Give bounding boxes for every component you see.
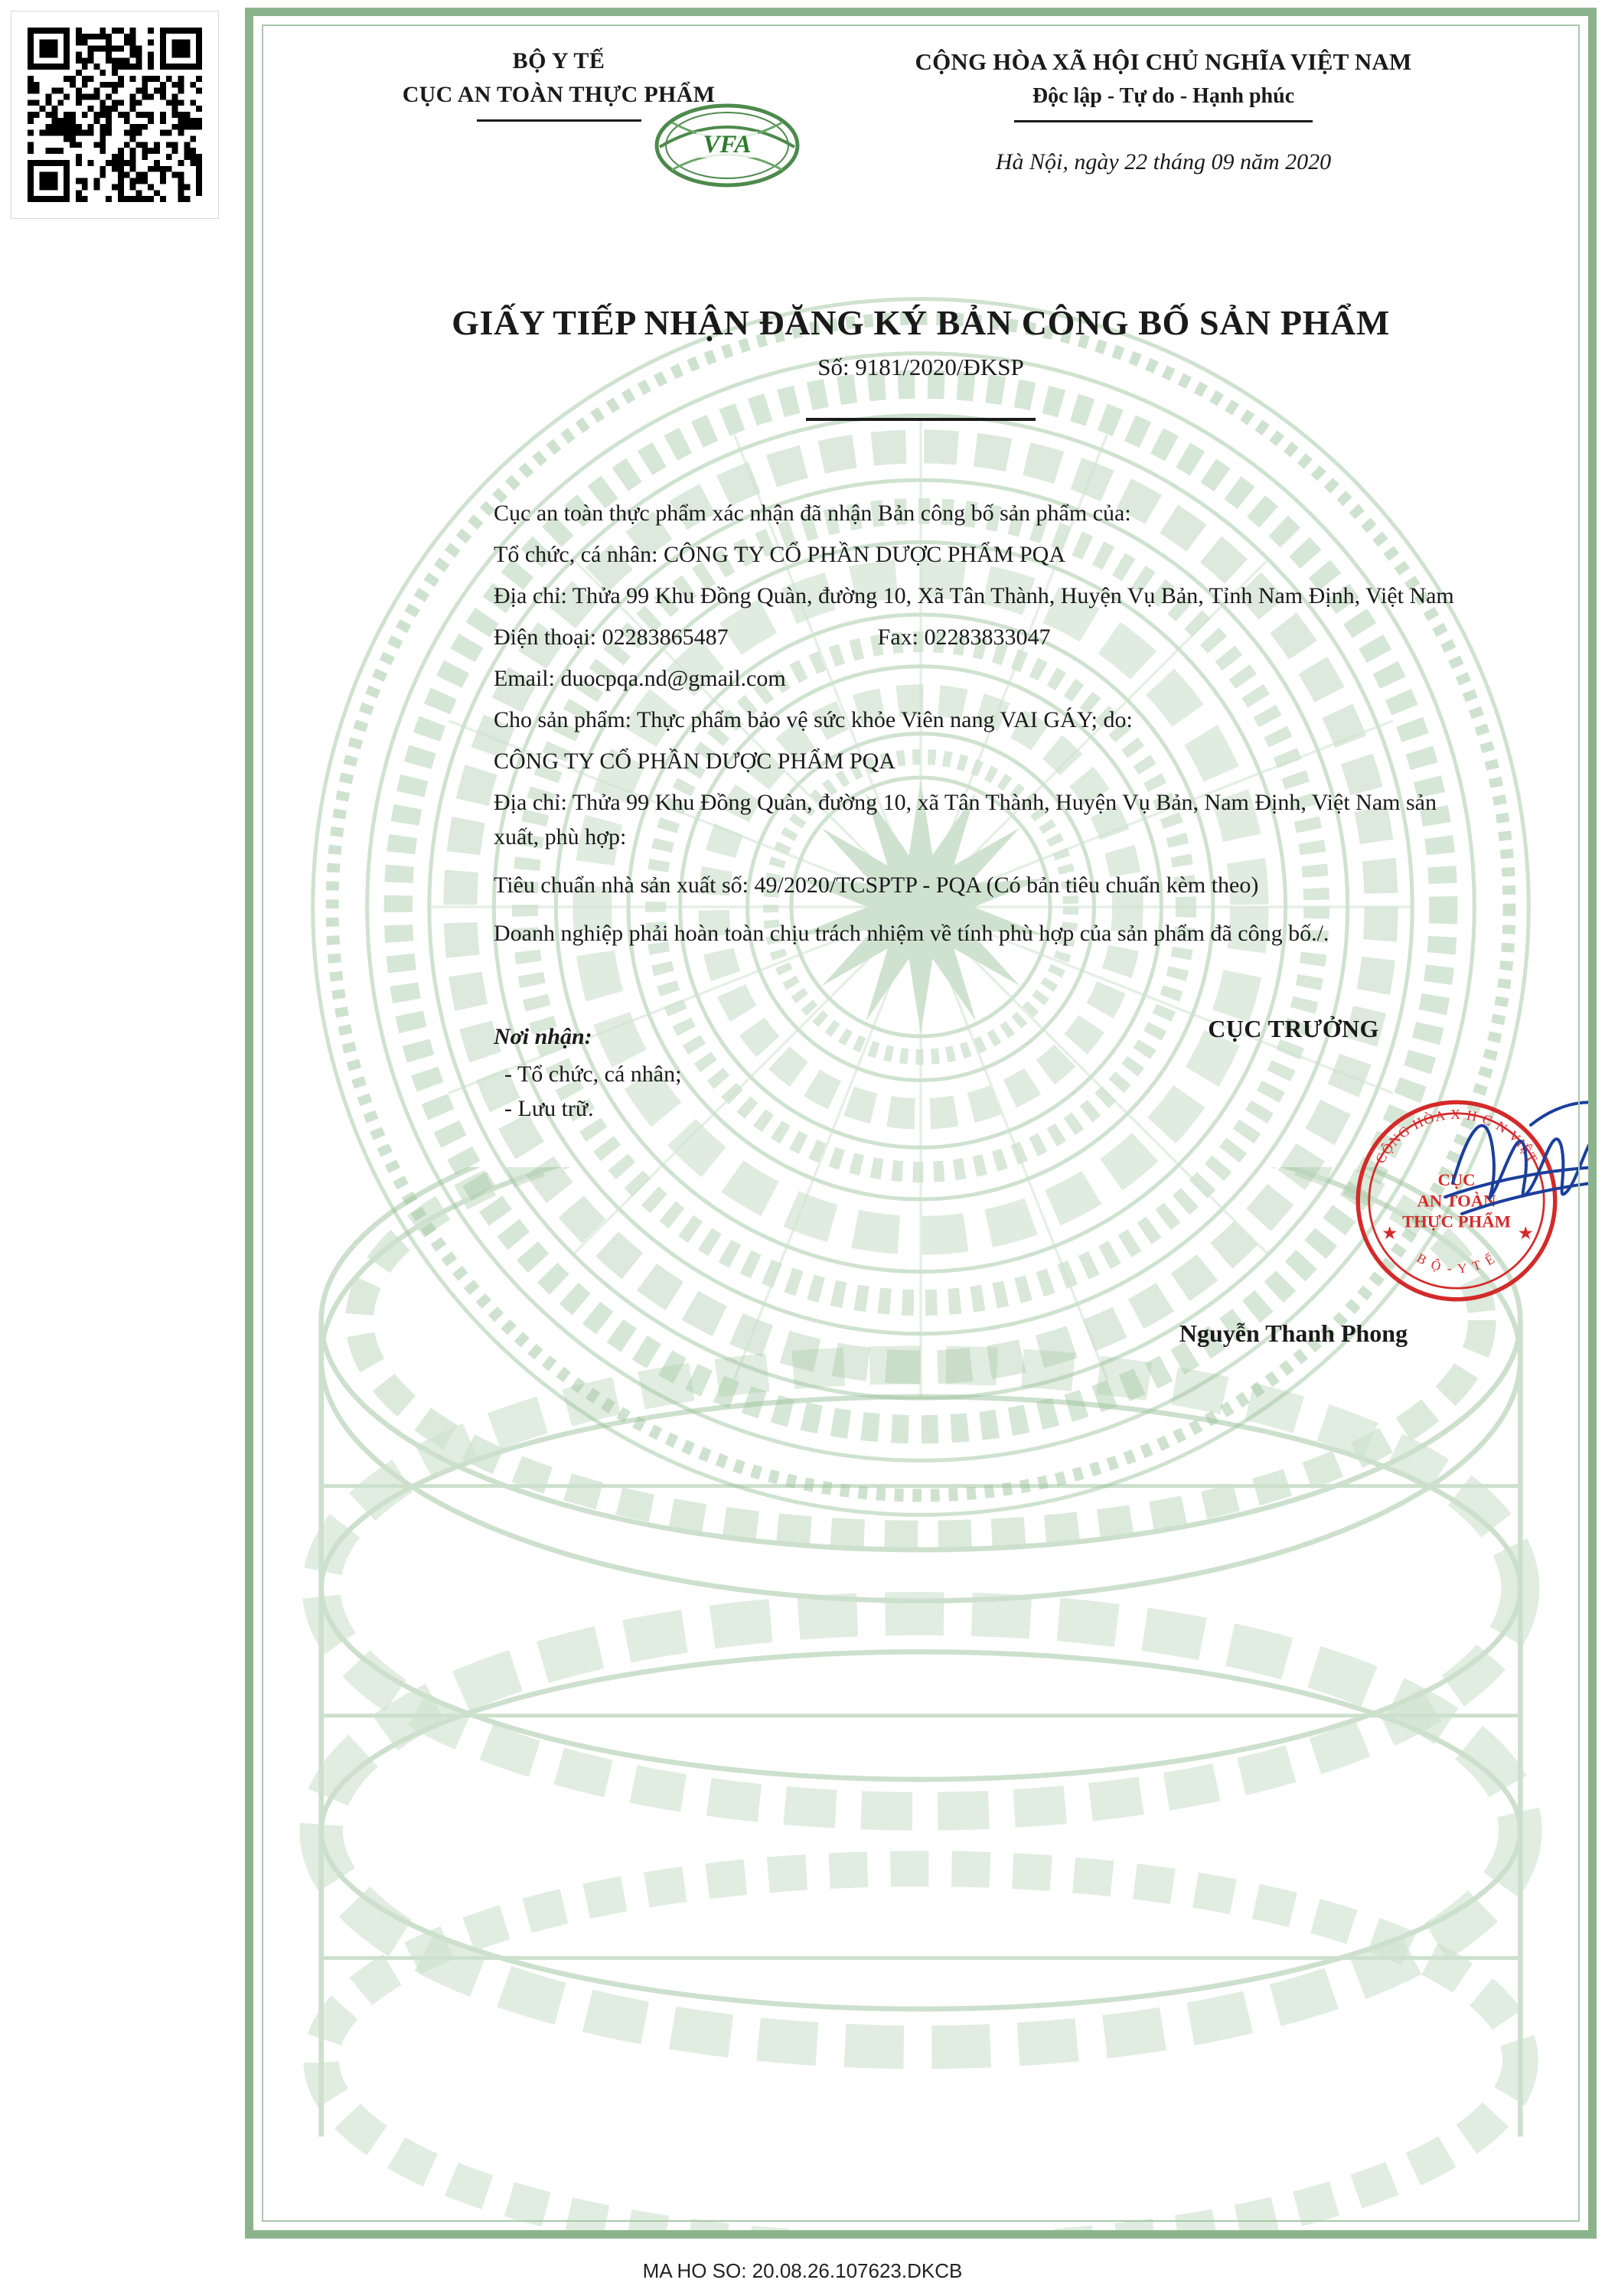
- recipient-item-2: - Lưu trữ.: [504, 1096, 594, 1121]
- date-line: Hà Nội, ngày 22 tháng 09 năm 2020: [995, 149, 1332, 174]
- recipients-block: [494, 1019, 968, 1126]
- body-phone: Điện thoại: 02283865487: [494, 625, 729, 650]
- body-email: Email: duocpqa.nd@gmail.com: [494, 666, 786, 691]
- recipients-title: Nơi nhận:: [494, 1024, 592, 1049]
- body-standard: Tiêu chuẩn nhà sản xuất số: 49/2020/TCSPTP - PQA (Có bản tiêu chuẩn kèm theo): [494, 872, 1259, 898]
- document-title: GIẤY TIẾP NHẬN ĐĂNG KÝ BẢN CÔNG BỐ SẢN PHẨM: [452, 303, 1390, 342]
- certificate-sheet: [245, 8, 1597, 2239]
- title-underline-rule: [806, 418, 1036, 421]
- svg-text:★: ★: [1517, 1223, 1534, 1244]
- signer-name: Nguyễn Thanh Phong: [1179, 1319, 1408, 1347]
- document-number: Số: 9181/2020/ĐKSP: [817, 354, 1024, 380]
- body-fax: Fax: 02283833047: [877, 625, 1051, 650]
- svg-text:THỰC PHẨM: THỰC PHẨM: [1402, 1212, 1511, 1231]
- country-motto: Độc lập - Tự do - Hạnh phúc: [1032, 83, 1295, 108]
- svg-text:VFA: VFA: [703, 131, 752, 158]
- handwritten-signature: [1439, 1033, 1597, 1286]
- country-name: CỘNG HÒA XÃ HỘI CHỦ NGHĨA VIỆT NAM: [915, 48, 1412, 75]
- recipient-item-1: - Tổ chức, cá nhân;: [504, 1062, 682, 1087]
- body-address: Địa chỉ: Thửa 99 Khu Đồng Quàn, đường 10, Xã Tân Thành, Huyện Vụ Bản, Tỉnh Nam Định, Việt Nam: [494, 583, 1454, 608]
- signer-position-block: [1056, 1015, 1531, 1043]
- body-intro: Cục an toàn thực phẩm xác nhận đã nhận Bản công bố sản phẩm của:: [494, 501, 1131, 526]
- qr-code-image: [28, 28, 202, 202]
- body-phone-row: [494, 620, 1481, 654]
- body-organization: Tổ chức, cá nhân: CÔNG TY CỔ PHẦN DƯỢC PHẨM PQA: [494, 542, 1066, 567]
- body-manufacturer-address: Địa chỉ: Thửa 99 Khu Đồng Quàn, đường 10, xã Tân Thành, Huyện Vụ Bản, Nam Định, Việt Nam sản xuất, phù hợp:: [494, 790, 1437, 850]
- official-red-stamp: [1352, 1097, 1561, 1305]
- svg-text:CỘNG HÒA X H C N VIỆT: CỘNG HÒA X H C N VIỆT: [1372, 1106, 1541, 1166]
- svg-text:CỤC: CỤC: [1437, 1170, 1476, 1190]
- body-manufacturer: CÔNG TY CỔ PHẦN DƯỢC PHẨM PQA: [494, 748, 896, 774]
- qr-code-container: [11, 11, 219, 219]
- document-body: [494, 496, 1481, 957]
- svg-text:★: ★: [1382, 1223, 1398, 1244]
- body-product: Cho sản phẩm: Thực phẩm bảo vệ sức khỏe Viên nang VAI GÁY; do:: [494, 707, 1133, 732]
- header-country-block: [781, 44, 1546, 122]
- body-responsibility: Doanh nghiệp phải hoàn toàn chịu trách nhiệm về tính phù hợp của sản phẩm đã công bố./.: [494, 921, 1329, 946]
- header-right-rule: [1014, 120, 1313, 122]
- ministry-name: BỘ Y TẾ: [512, 48, 605, 73]
- footer-file-code: MA HO SO: 20.08.26.107623.DKCB: [642, 2259, 963, 2282]
- svg-text:B Ộ - Y T Ế: B Ộ - Y T Ế: [1414, 1251, 1499, 1277]
- signer-position: CỤC TRƯỞNG: [1208, 1015, 1379, 1042]
- header-left-rule: [477, 119, 641, 122]
- vfa-logo-icon: [651, 99, 804, 191]
- department-name: CỤC AN TOÀN THỰC PHẨM: [402, 81, 716, 107]
- svg-text:AN TOÀN: AN TOÀN: [1417, 1191, 1496, 1211]
